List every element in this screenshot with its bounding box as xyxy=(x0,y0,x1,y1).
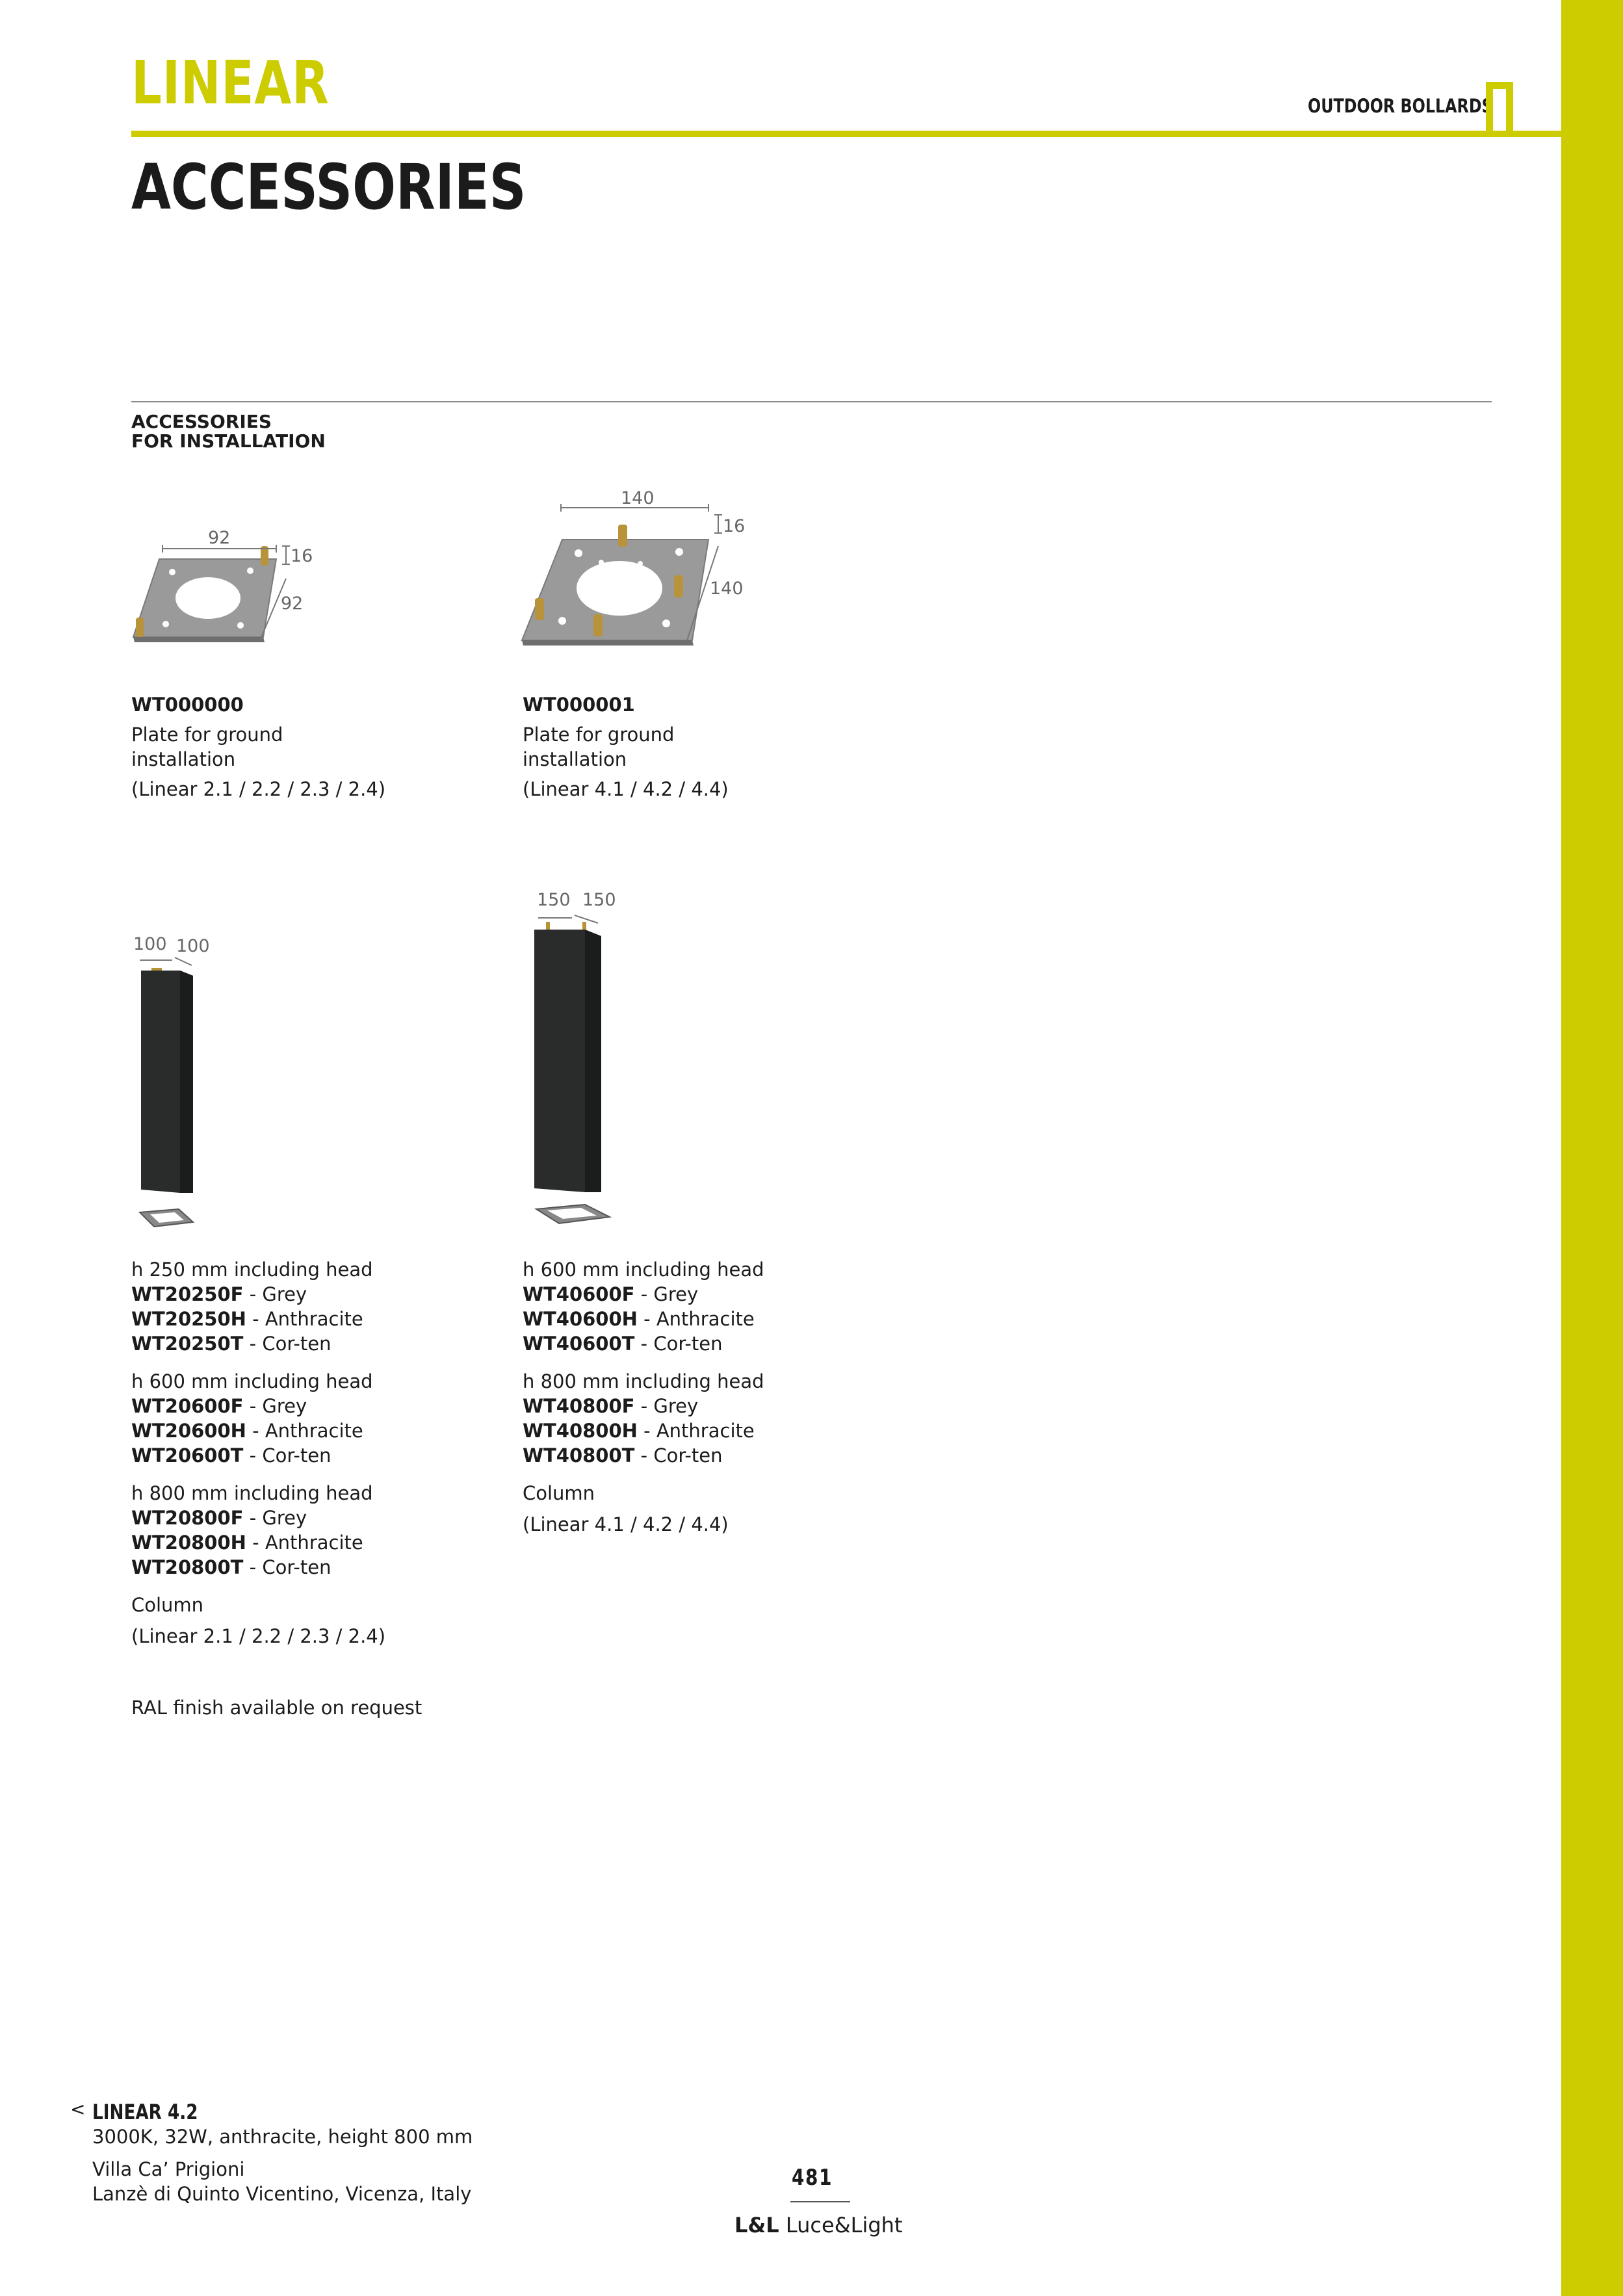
product-row xyxy=(131,1394,385,1418)
product-code: WT20800H xyxy=(131,1532,246,1554)
product-finish: - Grey xyxy=(243,1283,307,1305)
column-small-text xyxy=(131,1257,385,1649)
product-finish: - Grey xyxy=(243,1507,307,1529)
column-large-label: Column xyxy=(523,1482,595,1504)
group-heading: h 250 mm including head xyxy=(131,1259,373,1281)
product-row xyxy=(523,1418,764,1443)
column-large-dim-a: 150 xyxy=(537,890,571,910)
plate-small-dimensions xyxy=(127,520,328,650)
product-finish: - Anthracite xyxy=(246,1420,363,1442)
product-code: WT20600F xyxy=(131,1395,244,1417)
product-row xyxy=(131,1282,385,1307)
product-code: WT20800F xyxy=(131,1507,244,1529)
page-number-rule xyxy=(790,2201,850,2202)
column-small-image xyxy=(127,926,231,1232)
plate-small-desc-line2: installation xyxy=(131,748,236,770)
footer-location-line1: Villa Ca’ Prigioni xyxy=(92,2158,245,2180)
plate-small-compat: (Linear 2.1 / 2.2 / 2.3 / 2.4) xyxy=(131,778,386,800)
product-finish: - Grey xyxy=(243,1395,307,1417)
plate-large-desc-line1: Plate for ground xyxy=(523,724,675,746)
product-finish: - Grey xyxy=(634,1395,699,1417)
installation-heading xyxy=(131,412,326,451)
column-small-compat: (Linear 2.1 / 2.2 / 2.3 / 2.4) xyxy=(131,1625,386,1647)
product-row xyxy=(523,1394,764,1418)
product-finish: - Cor-ten xyxy=(243,1333,331,1355)
accent-sidebar xyxy=(1561,0,1623,2296)
product-code: WT40600T xyxy=(523,1333,635,1355)
product-finish: - Cor-ten xyxy=(243,1556,331,1578)
group-heading: h 600 mm including head xyxy=(131,1370,373,1392)
product-code: WT20600H xyxy=(131,1420,246,1442)
installation-heading-line1: ACCESSORIES xyxy=(131,411,272,432)
page-title: ACCESSORIES xyxy=(131,151,526,224)
logo-text: Luce&Light xyxy=(779,2213,903,2237)
plate-small-code: WT000000 xyxy=(131,694,244,716)
product-row xyxy=(131,1530,385,1555)
header-rule xyxy=(131,131,1561,137)
plate-large-desc-line2: installation xyxy=(523,748,627,770)
footer-product-title: LINEAR 4.2 xyxy=(92,2100,198,2124)
product-row xyxy=(131,1555,385,1580)
plate-large-code: WT000001 xyxy=(523,694,635,716)
product-row xyxy=(523,1331,764,1356)
section-tag: OUTDOOR BOLLARDS xyxy=(1308,95,1493,117)
product-code: WT40800F xyxy=(523,1395,635,1417)
product-finish: - Anthracite xyxy=(637,1420,755,1442)
column-large-compat: (Linear 4.1 / 4.2 / 4.4) xyxy=(523,1513,729,1535)
group-heading: h 800 mm including head xyxy=(523,1370,764,1392)
back-arrow-icon[interactable]: < xyxy=(70,2098,86,2120)
product-code: WT20250T xyxy=(131,1333,244,1355)
plate-large-width: 140 xyxy=(621,488,655,508)
logo-mark: L&L xyxy=(734,2213,779,2237)
plate-large-height: 16 xyxy=(723,516,746,536)
brand-title: LINEAR xyxy=(131,48,330,118)
plate-small-desc-line1: Plate for ground xyxy=(131,724,283,746)
product-row xyxy=(131,1506,385,1530)
product-finish: - Anthracite xyxy=(246,1308,363,1330)
page-number: 481 xyxy=(792,2165,833,2191)
product-code: WT40800T xyxy=(523,1444,635,1467)
footer-spec: 3000K, 32W, anthracite, height 800 mm xyxy=(92,2126,473,2148)
plate-large-compat: (Linear 4.1 / 4.2 / 4.4) xyxy=(523,778,729,800)
column-large-image xyxy=(520,884,650,1235)
product-code: WT20600T xyxy=(131,1444,244,1467)
product-row xyxy=(523,1282,764,1307)
plate-small-width: 92 xyxy=(208,528,231,548)
column-small-label: Column xyxy=(131,1594,204,1616)
plate-small-height: 16 xyxy=(291,546,313,566)
product-code: WT40600H xyxy=(523,1308,638,1330)
plate-large-text xyxy=(523,692,729,802)
product-row xyxy=(131,1418,385,1443)
product-code: WT40600F xyxy=(523,1283,635,1305)
plate-small-text xyxy=(131,692,385,802)
product-code: WT20250F xyxy=(131,1283,244,1305)
product-finish: - Cor-ten xyxy=(634,1333,723,1355)
ral-note: RAL finish available on request xyxy=(131,1697,422,1719)
product-row xyxy=(523,1443,764,1468)
column-large-text xyxy=(523,1257,764,1537)
product-code: WT20800T xyxy=(131,1556,244,1578)
section-divider xyxy=(131,401,1492,402)
product-row xyxy=(131,1443,385,1468)
column-small-dim-b: 100 xyxy=(176,936,210,956)
footer-location-line2: Lanzè di Quinto Vicentino, Vicenza, Italy xyxy=(92,2183,472,2205)
installation-heading-line2: FOR INSTALLATION xyxy=(131,430,326,452)
footer-location xyxy=(92,2157,471,2206)
product-finish: - Anthracite xyxy=(246,1532,363,1554)
section-marker-icon xyxy=(1486,82,1513,134)
plate-small-depth: 92 xyxy=(281,594,304,614)
product-row xyxy=(131,1307,385,1331)
product-finish: - Grey xyxy=(634,1283,699,1305)
brand-logo xyxy=(734,2213,903,2237)
product-finish: - Cor-ten xyxy=(634,1444,723,1467)
plate-large-depth: 140 xyxy=(710,579,744,599)
product-row xyxy=(523,1307,764,1331)
plate-large-dimensions xyxy=(510,484,757,653)
product-row xyxy=(131,1331,385,1356)
column-small-dim-a: 100 xyxy=(133,934,167,954)
group-heading: h 600 mm including head xyxy=(523,1259,764,1281)
product-finish: - Anthracite xyxy=(637,1308,755,1330)
group-heading: h 800 mm including head xyxy=(131,1482,373,1504)
product-code: WT40800H xyxy=(523,1420,638,1442)
column-large-dim-b: 150 xyxy=(582,890,616,910)
product-code: WT20250H xyxy=(131,1308,246,1330)
product-finish: - Cor-ten xyxy=(243,1444,331,1467)
